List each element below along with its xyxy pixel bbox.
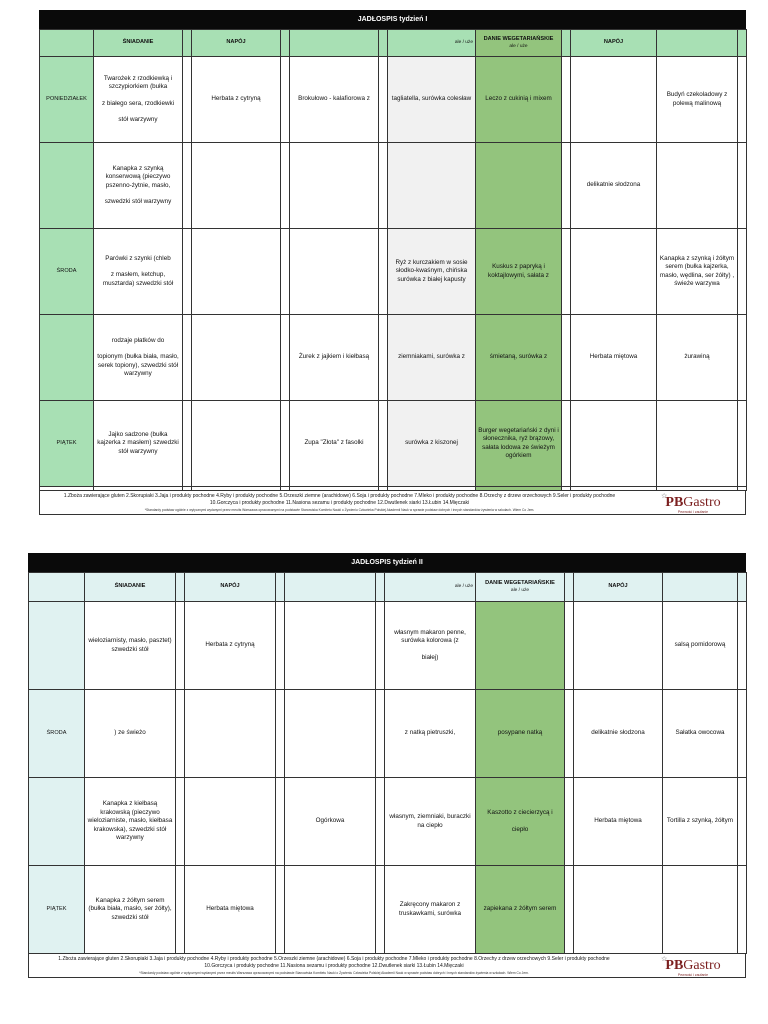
soup-cell: Zupa "Złota" z fasolki bbox=[290, 401, 379, 487]
drink-cell: Herbata z cytryną bbox=[192, 57, 281, 143]
table-row bbox=[40, 315, 747, 401]
allergen-line-2: 10.Gorczyca i produkty pochodne 11.Nasiona sezamu i produkty pochodne 12.Dwutlenek siarki 13.Łubin 14.Mięczaki bbox=[209, 500, 470, 507]
main-cell: własnym makaron penne, surówka kolorowa (z białej) bbox=[385, 602, 476, 690]
vegetarian-cell: Kuskus z papryką i koktajlowymi, sałata z bbox=[476, 229, 562, 315]
dessert-cell: Kanapka z szynką i żółtym serem (bułka kajzerka, masło, wędlina, ser żółty) , świeże warzywa bbox=[657, 229, 738, 315]
drink2-cell bbox=[571, 229, 657, 315]
menu-table bbox=[39, 29, 747, 491]
menu-title: JADŁOSPIS tydzień I bbox=[39, 10, 746, 29]
table-row bbox=[29, 778, 747, 866]
drink-cell bbox=[192, 401, 281, 487]
vegetarian-cell: śmietaną, surówka z bbox=[476, 315, 562, 401]
dessert-cell: Sałatka owocowa bbox=[663, 690, 738, 778]
vegetarian-cell: zapiekana z żółtym serem bbox=[476, 866, 565, 954]
vegetarian-cell bbox=[476, 602, 565, 690]
table-row bbox=[29, 602, 747, 690]
soup-cell bbox=[285, 690, 376, 778]
day-label bbox=[29, 602, 85, 690]
vegetarian-cell: Burger wegetariański z dyni i słonecznika, ryż brązowy, sałata lodowa ze świeżym ogórkiem bbox=[476, 401, 562, 487]
drink-cell bbox=[192, 229, 281, 315]
header-breakfast: ŚNIADANIE bbox=[94, 30, 183, 57]
header-row bbox=[40, 30, 747, 57]
allergen-line-1: 1.Zboża zawierające gluten 2.Skorupiaki 3.Jaja i produkty pochodne 4.Ryby i produkty pochodne 5.Orzeszki ziemne (arachidowe) 6.Soja i produkty pochodne 7.Mleko i produkty pochodne 8.Orzechy z drzew orzechowych 9.Seler i produkty pochodne bbox=[63, 493, 616, 499]
day-label bbox=[29, 778, 85, 866]
drink2-cell: delikatnie słodzona bbox=[574, 690, 663, 778]
soup-cell: Brokułowo - kalafiorowa z bbox=[290, 57, 379, 143]
main-cell: własnym, ziemniaki, buraczki na ciepło bbox=[385, 778, 476, 866]
day-label: PIĄTEK bbox=[40, 401, 94, 487]
main-cell: Zakręcony makaron z truskawkami, surówka bbox=[385, 866, 476, 954]
soup-cell bbox=[290, 143, 379, 229]
allergen-line-2: 10.Gorczyca i produkty pochodne 11.Nasiona sezamu i produkty pochodne 12.Dwutlenek siarki 13.Łubin 14.Mięczaki bbox=[204, 963, 464, 970]
drink2-cell bbox=[571, 57, 657, 143]
table-row bbox=[40, 143, 747, 229]
main-cell: surówka z kiszonej bbox=[388, 401, 476, 487]
allergen-line-1: 1.Zboża zawierające gluten 2.Skorupiaki 3.Jaja i produkty pochodne 4.Ryby i produkty pochodne 5.Orzeszki ziemne (arachidowe) 6.Soja i produkty pochodne 7.Mleko i produkty pochodne 8.Orzechy z drzew orzechowych 9.Seler i produkty pochodne bbox=[58, 956, 610, 962]
header-drink-2: NAPÓJ bbox=[574, 573, 663, 602]
soup-cell bbox=[290, 229, 379, 315]
day-label bbox=[40, 315, 94, 401]
header-breakfast: ŚNIADANIE bbox=[85, 573, 176, 602]
table-row bbox=[40, 401, 747, 487]
breakfast-cell: Kanapka z kiełbasą krakowską (pieczywo wieloziarniste, masło, kiełbasa krakowska), szwedzki stół warzywny bbox=[85, 778, 176, 866]
drink-cell: Herbata miętowa bbox=[185, 866, 276, 954]
day-label: ŚRODA bbox=[29, 690, 85, 778]
breakfast-cell: rodzaje płatków do topionym (bułka biała, masło, serek topiony), szwedzki stół warzywny bbox=[94, 315, 183, 401]
breakfast-cell: Twarożek z rzodkiewką i szczypiorkiem (bułka z białego sera, rzodkiewki stół warzywny bbox=[94, 57, 183, 143]
table-row bbox=[40, 229, 747, 315]
drink2-cell: Herbata miętowa bbox=[574, 778, 663, 866]
standards-note: *Standardy podstaw ogólnie z wytycznymi wydanymi przez meuits Warszawa opracowanymi na podstawie Stanowiska Komitetu Nauki o Żywieniu Człowieka Polskiej Akademii Nauk w sprawie podstaw dobrych i innych standardów żywienia w szkołach. Wiem Co Jem. bbox=[144, 507, 535, 512]
drink2-cell bbox=[574, 602, 663, 690]
header-row bbox=[29, 573, 747, 602]
day-label: PIĄTEK bbox=[29, 866, 85, 954]
vegetarian-cell: Kaszotto z ciecierzycą i ciepło bbox=[476, 778, 565, 866]
drink-cell bbox=[192, 143, 281, 229]
drink2-cell bbox=[571, 401, 657, 487]
header-drink: NAPÓJ bbox=[192, 30, 281, 57]
table-row bbox=[29, 866, 747, 954]
dessert-cell: Budyń czekoladowy z polewą malinową bbox=[657, 57, 738, 143]
soup-cell bbox=[285, 602, 376, 690]
dessert-cell bbox=[663, 866, 738, 954]
chef-hat-icon: ☆ bbox=[661, 956, 668, 963]
standards-note: *Standardy podstaw ogólnie z wytycznymi wydanymi przez meuits Warszawa opracowanymi na podstawie Stanowiska Komitetu Nauki o Żywieniu Człowieka Polskiej Akademii Nauk w sprawie podstaw dobrych i innych standardów żywienia w szkołach. Wiem Co Jem. bbox=[139, 970, 529, 975]
day-label: PONIEDZIAŁEK bbox=[40, 57, 94, 143]
menu-table bbox=[28, 572, 747, 954]
drink-cell bbox=[192, 315, 281, 401]
menu-week-2 bbox=[28, 553, 746, 978]
drink-cell bbox=[185, 690, 276, 778]
soup-cell: Ogórkowa bbox=[285, 778, 376, 866]
drink-cell bbox=[185, 778, 276, 866]
pbgastro-logo: ☆ PBGastro Pewność i zaufanie bbox=[661, 956, 721, 977]
dessert-cell: salsą pomidorową bbox=[663, 602, 738, 690]
pbgastro-logo: ☆ PBGastro Pewność i zaufanie bbox=[661, 493, 721, 514]
drink2-cell bbox=[574, 866, 663, 954]
breakfast-cell: Kanapka z szynką konserwową (pieczywo pszenno-żytnie, masło, szwedzki stół warzywny bbox=[94, 143, 183, 229]
soup-cell bbox=[285, 866, 376, 954]
breakfast-cell: ) ze świeżo bbox=[85, 690, 176, 778]
header-drink-2: NAPÓJ bbox=[571, 30, 657, 57]
header-soup: ale / uże bbox=[388, 30, 476, 57]
allergen-footer bbox=[39, 491, 746, 515]
menu-title: JADŁOSPIS tydzień II bbox=[28, 553, 746, 572]
dessert-cell bbox=[657, 143, 738, 229]
allergen-footer bbox=[28, 954, 746, 978]
drink-cell: Herbata z cytryną bbox=[185, 602, 276, 690]
main-cell: Ryż z kurczakiem w sosie słodko-kwaśnym, chińska surówka z białej kapusty bbox=[388, 229, 476, 315]
header-day bbox=[29, 573, 85, 602]
header-vegetarian: DANIE WEGETARIAŃSKIE ale / uże bbox=[476, 30, 562, 57]
breakfast-cell: Jajko sadzone (bułka kajzerka z masłem) szwedzki stół warzywny bbox=[94, 401, 183, 487]
table-row bbox=[40, 57, 747, 143]
vegetarian-cell bbox=[476, 143, 562, 229]
drink2-cell: delikatnie słodzona bbox=[571, 143, 657, 229]
day-label bbox=[40, 143, 94, 229]
breakfast-cell: wieloziarnisty, masło, pasztet) szwedzki stół bbox=[85, 602, 176, 690]
drink2-cell: Herbata miętowa bbox=[571, 315, 657, 401]
menu-week-1 bbox=[39, 10, 746, 515]
day-label: ŚRODA bbox=[40, 229, 94, 315]
header-soup: ale / uże bbox=[385, 573, 476, 602]
main-cell: z natką pietruszki, bbox=[385, 690, 476, 778]
chef-hat-icon: ☆ bbox=[661, 493, 668, 500]
dessert-cell: Tortilla z szynką, żółtym bbox=[663, 778, 738, 866]
header-drink: NAPÓJ bbox=[185, 573, 276, 602]
table-row bbox=[29, 690, 747, 778]
vegetarian-cell: Leczo z cukinią i mixem bbox=[476, 57, 562, 143]
breakfast-cell: Parówki z szynki (chleb z masłem, ketchup, musztarda) szwedzki stół bbox=[94, 229, 183, 315]
vegetarian-cell: posypane natką bbox=[476, 690, 565, 778]
breakfast-cell: Kanapka z żółtym serem (bułka biała, masło, ser żółty), szwedzki stół bbox=[85, 866, 176, 954]
main-cell bbox=[388, 143, 476, 229]
soup-cell: Żurek z jajkiem i kiełbasą bbox=[290, 315, 379, 401]
main-cell: tagliatella, surówka colesław bbox=[388, 57, 476, 143]
dessert-cell bbox=[657, 401, 738, 487]
dessert-cell: żurawiną bbox=[657, 315, 738, 401]
header-day bbox=[40, 30, 94, 57]
main-cell: ziemniakami, surówka z bbox=[388, 315, 476, 401]
header-vegetarian: DANIE WEGETARIAŃSKIE ale / uże bbox=[476, 573, 565, 602]
